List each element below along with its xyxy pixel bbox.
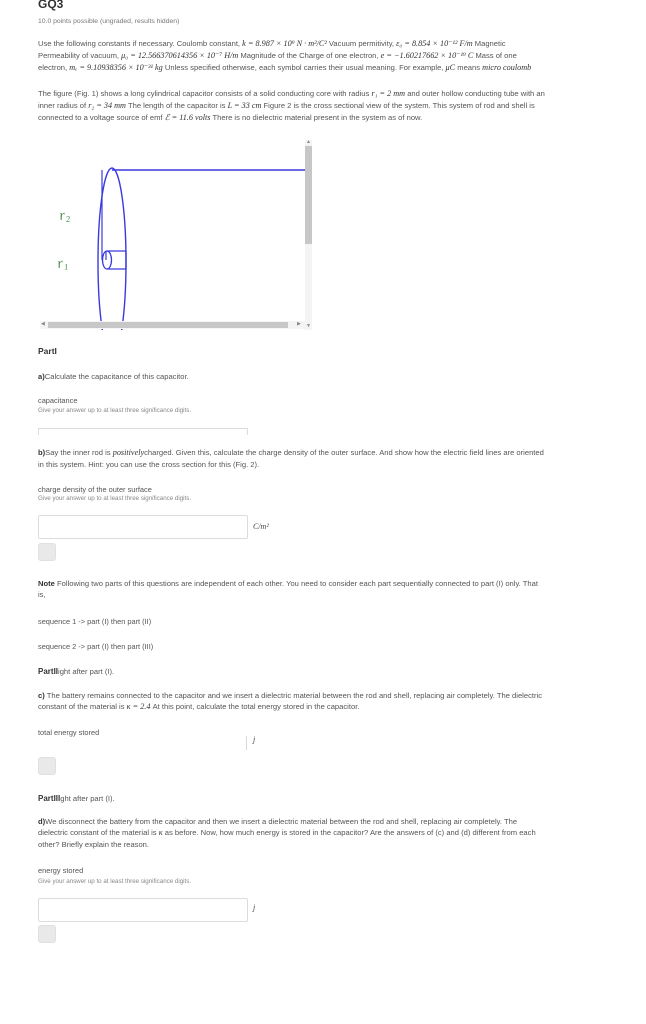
eps-value: = 8.854 × 10⁻¹² F/m: [404, 39, 473, 48]
electron-text: electron,: [38, 62, 68, 72]
note-bold: Note: [38, 579, 55, 588]
part-b-letter: b): [38, 448, 46, 457]
k-value: = 8.987 × 10⁹ N · m²/C²: [247, 39, 327, 48]
energy-stored-submit-button[interactable]: [38, 925, 56, 943]
capacitor-figure: [40, 140, 312, 330]
part-d-question: [38, 816, 628, 850]
mu-symbol: μ₀: [121, 50, 129, 60]
points-meta: 10.0 points possible (ungraded, results hidden): [38, 18, 180, 25]
me-value: = 9.10938356 × 10⁻³¹ kg: [79, 62, 163, 72]
note-text-1: Following two parts of this questions are independent of each other. You need to consider each part sequentially connected to part (I) only. That: [57, 579, 538, 588]
r1-value: r₁ = 2 mm: [371, 89, 406, 98]
mu-text: Permeability of vacuum,: [38, 50, 120, 60]
capacitance-input[interactable]: [38, 428, 248, 435]
part-c-text-3: At this point, calculate the total energy stored in the capacitor.: [152, 702, 360, 711]
emf-value: ℰ = 11.6 volts: [164, 112, 211, 122]
scroll-right-arrow-icon[interactable]: ▶: [297, 321, 301, 327]
me-symbol: mₑ: [69, 62, 78, 72]
problem-text-6: connected to a voltage source of emf: [38, 112, 163, 122]
part2-heading: PartII: [38, 667, 59, 676]
positively-word: positively: [112, 448, 145, 457]
part-c-text-2: constant of the material is: [38, 702, 125, 711]
part-b-question: [38, 447, 628, 470]
scroll-up-arrow-icon[interactable]: ▲: [306, 139, 311, 145]
part-a-question: [38, 371, 628, 382]
scroll-down-arrow-icon[interactable]: ▼: [306, 323, 311, 329]
unless-text: Unless specified otherwise, each symbol carries their usual meaning. For example,: [164, 62, 444, 72]
kappa-value: κ = 2.4: [126, 702, 151, 711]
sequence-2: sequence 2 -> part (I) then part (III): [38, 642, 154, 651]
problem-text-1: The figure (Fig. 1) shows a long cylindrical capacitor consists of a solid conducting core with radius: [38, 89, 370, 98]
problem-statement: [38, 88, 628, 124]
mu-value: = 12.566370614356 × 10⁻⁷ H/m: [130, 50, 239, 60]
charge-density-label: charge density of the outer surface: [38, 485, 152, 494]
energy-stored-label: energy stored: [38, 866, 84, 875]
constants-paragraph: [38, 38, 628, 74]
part-d-text-2b: as before. Now, how much energy is stored in the capacitor? Are the answers of (c) and (d) different from each: [164, 828, 536, 837]
part-d-text-1: We disconnect the battery from the capacitor and then we insert a dielectric material between the rod and shell, replacing air completely. The: [45, 817, 518, 826]
capacitance-label: capacitance: [38, 396, 78, 405]
label-r2: r₂: [58, 207, 71, 224]
part-c-question: [38, 690, 628, 713]
uc-symbol: μC: [445, 62, 456, 72]
inner-rod-ellipse: [103, 251, 112, 269]
total-energy-input[interactable]: [38, 736, 246, 750]
uc-meaning: micro coulomb: [482, 62, 532, 72]
e-symbol: e: [380, 50, 385, 60]
mag-text: Magnetic: [474, 39, 506, 48]
scroll-left-arrow-icon[interactable]: ◀: [41, 321, 45, 327]
problem-text-7: There is no dielectric material present in the system as of now.: [212, 112, 423, 122]
part-b-text-2: charged. Given this, calculate the charge density of the outer surface. And show how the electric field lines are oriented: [144, 448, 544, 457]
r2-value: r₂ = 34 mm: [88, 100, 126, 110]
note-text-2: is,: [38, 590, 46, 599]
mass-text: Mass of one: [475, 50, 517, 60]
sequence-1: sequence 1 -> part (I) then part (II): [38, 617, 152, 626]
part1-heading: PartI: [38, 346, 57, 356]
energy-stored-input[interactable]: [38, 898, 248, 922]
energy-stored-hint: Give your answer up to at least three significance digits.: [38, 878, 192, 885]
part-c-letter: c): [38, 691, 45, 700]
charge-text: Magnitude of the Charge of one electron,: [240, 50, 379, 60]
figure-viewport[interactable]: [40, 140, 312, 330]
figure-horizontal-scroll-thumb[interactable]: [48, 322, 288, 328]
part-b-text-1: Say the inner rod is: [45, 448, 111, 457]
problem-text-3: inner radius of: [38, 100, 87, 110]
means-text: means: [457, 62, 481, 72]
part-d-letter: d): [38, 817, 46, 826]
problem-text-2: and outer hollow conducting tube with an: [407, 89, 545, 98]
total-energy-submit-button[interactable]: [38, 757, 56, 775]
part-a-letter: a): [38, 372, 45, 381]
part-d-text-2a: dielectric constant of the material is: [38, 828, 157, 837]
figure-vertical-scroll-thumb[interactable]: [305, 146, 312, 244]
part2-after: ight after part (I).: [58, 667, 115, 676]
part-d-text-3: other? Briefly explain the reason.: [38, 839, 150, 849]
part3-after: ght after part (I).: [60, 794, 115, 803]
eps-symbol: ε₀: [396, 39, 403, 48]
question-title: GQ3: [38, 0, 64, 11]
energy-stored-unit: j: [253, 903, 256, 912]
part3-heading: PartIII: [38, 794, 61, 803]
charge-density-submit-button[interactable]: [38, 543, 56, 561]
total-energy-input-edge: [246, 736, 247, 750]
capacitance-hint: Give your answer up to at least three significance digits.: [38, 407, 192, 414]
problem-text-4: The length of the capacitor is: [127, 100, 226, 110]
part2-heading-line: [38, 666, 114, 678]
charge-density-input[interactable]: [38, 515, 248, 539]
label-r1: r₁: [56, 255, 69, 272]
charge-density-unit: C/m²: [253, 522, 269, 531]
eps-text: Vacuum permitivity,: [328, 39, 395, 48]
e-value: = −1.60217662 × 10⁻¹⁹ C: [386, 50, 474, 60]
constants-text: Use the following constants if necessary. Coulomb constant,: [38, 39, 241, 48]
problem-text-5: Figure 2 is the cross sectional view of the system. This system of rod and shell is: [263, 100, 535, 110]
note-paragraph: [38, 578, 628, 600]
k-symbol: k: [242, 39, 246, 48]
part3-heading-line: [38, 793, 115, 805]
length-value: L = 33 cm: [227, 100, 262, 110]
part-a-text: Calculate the capacitance of this capacitor.: [44, 372, 189, 381]
kappa-symbol: κ: [158, 828, 163, 837]
total-energy-unit: j: [253, 735, 256, 744]
total-energy-label: total energy stored: [38, 728, 100, 737]
charge-density-hint: Give your answer up to at least three significance digits.: [38, 495, 192, 502]
part-b-text-3: in this system. Hint: you can use the cross section for this (Fig. 2).: [38, 459, 260, 469]
part-c-text-1: The battery remains connected to the capacitor and we insert a dielectric material between the rod and shell, replacing air completely. The dielectric: [46, 691, 543, 700]
